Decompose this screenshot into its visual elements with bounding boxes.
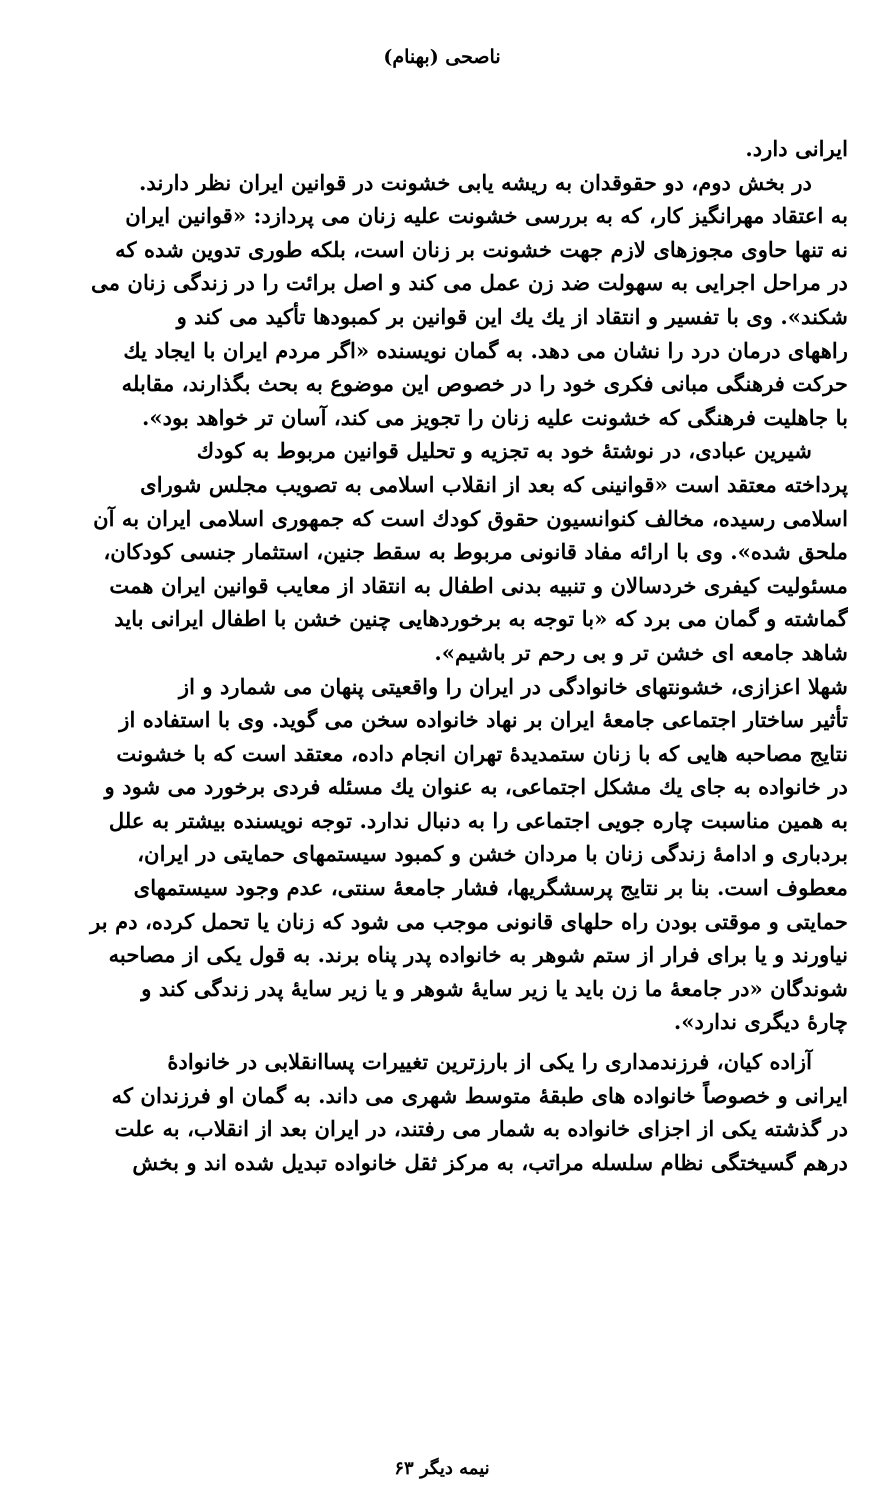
- text-line: معطوف است. بنا بر نتایج پرسشگریها، فشار جامعهٔ سنتی، عدم وجود سیستمهای: [133, 875, 848, 901]
- page-footer: نیمه دیگر ۶۳: [394, 1458, 490, 1479]
- text-line: شوندگان «در جامعهٔ ما زن باید یا زیر سایهٔ شوهر و یا زیر سایهٔ پدر زندگی کند و: [141, 975, 848, 1001]
- text-line: در بخش دوم، دو حقوقدان به ریشه یابی خشونت در قوانین ایران نظر دارند.: [139, 169, 812, 195]
- running-header: ناصحی (بهنام): [383, 46, 501, 68]
- text-line: به همین مناسبت چاره جویی اجتماعی را به دنبال ندارد. توجه نویسنده بیشتر به علل: [108, 807, 848, 833]
- text-line: نتایج مصاحبه هایی که با زنان ستمدیدهٔ تهران انجام داده، معتقد است که با خشونت: [116, 740, 848, 766]
- text-line: به اعتقاد مهرانگیز کار، که به بررسی خشونت علیه زنان می پردازد: «قوانین ایران: [125, 203, 848, 229]
- text-line: شیرین عبادی، در نوشتهٔ خود به تجزیه و تحلیل قوانین مربوط به کودك: [196, 438, 812, 464]
- text-line: نیاورند و یا برای فرار از ستم شوهر به خانواده پدر پناه برند. به قول یکی از مصاحبه: [108, 942, 848, 968]
- text-line: پرداخته معتقد است «قوانینی که بعد از انقلاب اسلامی به تصویب مجلس شورای: [140, 471, 848, 497]
- text-line: آزاده کیان، فرزندمداری را یکی از بارزترین تغییرات پساانقلابی در خانوادهٔ: [167, 1049, 812, 1075]
- text-line: در مراحل اجرایی به سهولت ضد زن عمل می کند و اصل برائت را در زندگی زنان می: [91, 270, 848, 296]
- text-line: اسلامی رسیده، مخالف کنوانسیون حقوق کودك است که جمهوری اسلامی ایران به آن: [93, 505, 848, 531]
- text-line: گماشته و گمان می برد که «با توجه به برخوردهایی چنین خشن با اطفال ایرانی باید: [114, 606, 848, 632]
- body-text: [36, 132, 848, 1179]
- text-line: درهم گسیختگی نظام سلسله مراتب، به مرکز ثقل خانواده تبدیل شده اند و بخش: [132, 1149, 848, 1175]
- text-line: با جاهلیت فرهنگی که خشونت علیه زنان را تجویز می کند، آسان تر خواهد بود».: [142, 404, 848, 430]
- text-line: نه تنها حاوی مجوزهای لازم جهت خشونت بر زنان است، بلکه طوری تدوین شده که: [115, 236, 848, 262]
- text-line: شهلا اعزازی، خشونتهای خانوادگی در ایران را واقعیتی پنهان می شمارد و از: [178, 673, 848, 699]
- text-line: تأثیر ساختار اجتماعی جامعهٔ ایران بر نهاد خانواده سخن می گوید. وی با استفاده از: [119, 707, 848, 733]
- text-line: ایرانی دارد.: [745, 136, 848, 161]
- text-line: ملحق شده». وی با ارائه مفاد قانونی مربوط به سقط جنین، استثمار جنسی کودکان،: [103, 539, 848, 565]
- text-line: شکند». وی با تفسیر و انتقاد از یك یك این قوانین بر کمبودها تأکید می کند و: [176, 303, 848, 329]
- text-line: شاهد جامعه ای خشن تر و بی رحم تر باشیم».: [434, 639, 848, 665]
- text-line: راههای درمان درد را نشان می دهد. به گمان نویسنده «اگر مردم ایران با ایجاد یك: [123, 337, 848, 363]
- text-line: در خانواده به جای یك مشکل اجتماعی، به عنوان یك مسئله فردی برخورد می شود و: [104, 774, 848, 800]
- text-line: چارهٔ دیگری ندارد».: [673, 1009, 848, 1035]
- text-line: مسئولیت کیفری خردسالان و تنبیه بدنی اطفال به انتقاد از معایب قوانین ایران همت: [109, 572, 848, 598]
- text-line: در گذشته یکی از اجزای خانواده به شمار می رفتند، در ایران بعد از انقلاب، به علت: [114, 1116, 848, 1142]
- text-line: ایرانی و خصوصاً خانواده های طبقهٔ متوسط شهری می داند. به گمان او فرزندان که: [111, 1082, 848, 1108]
- text-line: حمایتی و موقتی بودن راه حلهای قانونی موجب می شود که زنان یا تحمل کرده، دم بر: [90, 908, 848, 934]
- text-line: حرکت فرهنگی مبانی فکری خود را در خصوص این موضوع به بحث بگذارند، مقابله: [121, 371, 848, 397]
- text-line: بردباری و ادامهٔ زندگی زنان با مردان خشن و کمبود سیستمهای حمایتی در ایران،: [137, 841, 848, 867]
